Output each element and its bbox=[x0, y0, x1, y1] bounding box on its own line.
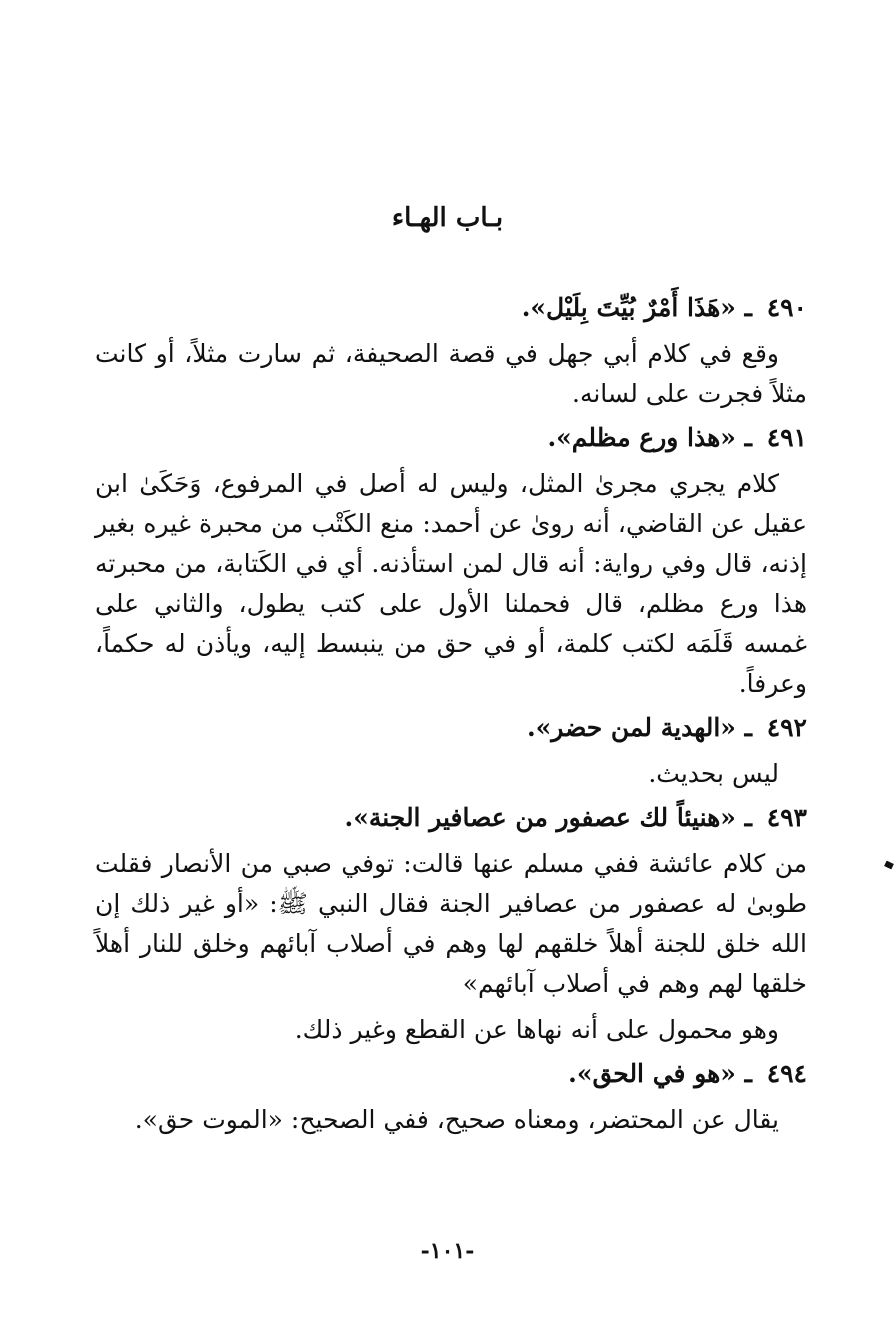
entry-heading bbox=[95, 290, 807, 326]
entry-paragraph: يقال عن المحتضر، ومعناه صحيح، ففي الصحيح: «الموت حق». bbox=[134, 1105, 779, 1134]
entry-title: «هو في الحق». bbox=[568, 1059, 736, 1088]
entry-number: ٤٩٣ bbox=[766, 803, 807, 832]
entry-heading bbox=[95, 420, 807, 456]
entry-paragraph: ليس بحديث. bbox=[648, 759, 779, 788]
entries-container bbox=[95, 290, 807, 1146]
entry-number: ٤٩٤ bbox=[766, 1059, 807, 1088]
entry-dash: ـ bbox=[744, 1059, 752, 1088]
entry-dash: ـ bbox=[744, 293, 752, 322]
entry-title: «هذا ورع مظلم». bbox=[547, 423, 736, 452]
entry-paragraph: كلام يجري مجرىٰ المثل، وليس له أصل في المرفوع، وَحَكَىٰ ابن عقيل عن القاضي، أنه روىٰ عن أحمد: منع الكَتْب من محبرة غيره بغير إذنه، قال وفي رواية: أنه قال لمن استأذنه. أي في الكَتابة، من محبرته هذا ورع مظلم، قال فحملنا الأول على كتب يطول، والثاني على غمسه قَلَمَه لكتب كلمة، أو في حق من ينبسط إليه، ويأذن له حكماً، وعرفاً. bbox=[95, 469, 807, 698]
entry-title: «الهدية لمن حضر». bbox=[526, 713, 736, 742]
entry-492 bbox=[95, 710, 807, 794]
entry-number: ٤٩٠ bbox=[766, 293, 807, 322]
margin-mark bbox=[884, 861, 894, 870]
entry-heading bbox=[95, 710, 807, 746]
entry-number: ٤٩٢ bbox=[766, 713, 807, 742]
entry-number: ٤٩١ bbox=[766, 423, 807, 452]
entry-dash: ـ bbox=[744, 423, 752, 452]
page-number: -١٠١- bbox=[420, 1238, 475, 1264]
entry-title: «هنيئاً لك عصفور من عصافير الجنة». bbox=[344, 803, 736, 832]
chapter-title: بـاب الهـاء bbox=[391, 203, 504, 233]
entry-heading bbox=[95, 800, 807, 836]
entry-dash: ـ bbox=[744, 803, 752, 832]
entry-490 bbox=[95, 290, 807, 414]
entry-494 bbox=[95, 1056, 807, 1140]
entry-491 bbox=[95, 420, 807, 704]
entry-paragraph: وهو محمول على أنه نهاها عن القطع وغير ذلك. bbox=[294, 1015, 779, 1044]
entry-heading bbox=[95, 1056, 807, 1092]
entry-title: «هَذَا أَمْرٌ بُيِّتَ بِلَيْل». bbox=[521, 293, 736, 322]
entry-paragraph: وقع في كلام أبي جهل في قصة الصحيفة، ثم سارت مثلاً، أو كانت مثلاً فجرت على لسانه. bbox=[95, 339, 807, 408]
entry-493 bbox=[95, 800, 807, 1050]
entry-paragraph: من كلام عائشة ففي مسلم عنها قالت: توفي صبي من الأنصار فقلت طوبىٰ له عصفور من عصافير الجنة فقال النبي ﷺ: «أو غير ذلك إن الله خلق للجنة أهلاً خلقهم لها وهم في أصلاب آبائهم وخلق للنار أهلاً خلقها لهم وهم في أصلاب آبائهم» bbox=[95, 849, 807, 998]
entry-dash: ـ bbox=[744, 713, 752, 742]
